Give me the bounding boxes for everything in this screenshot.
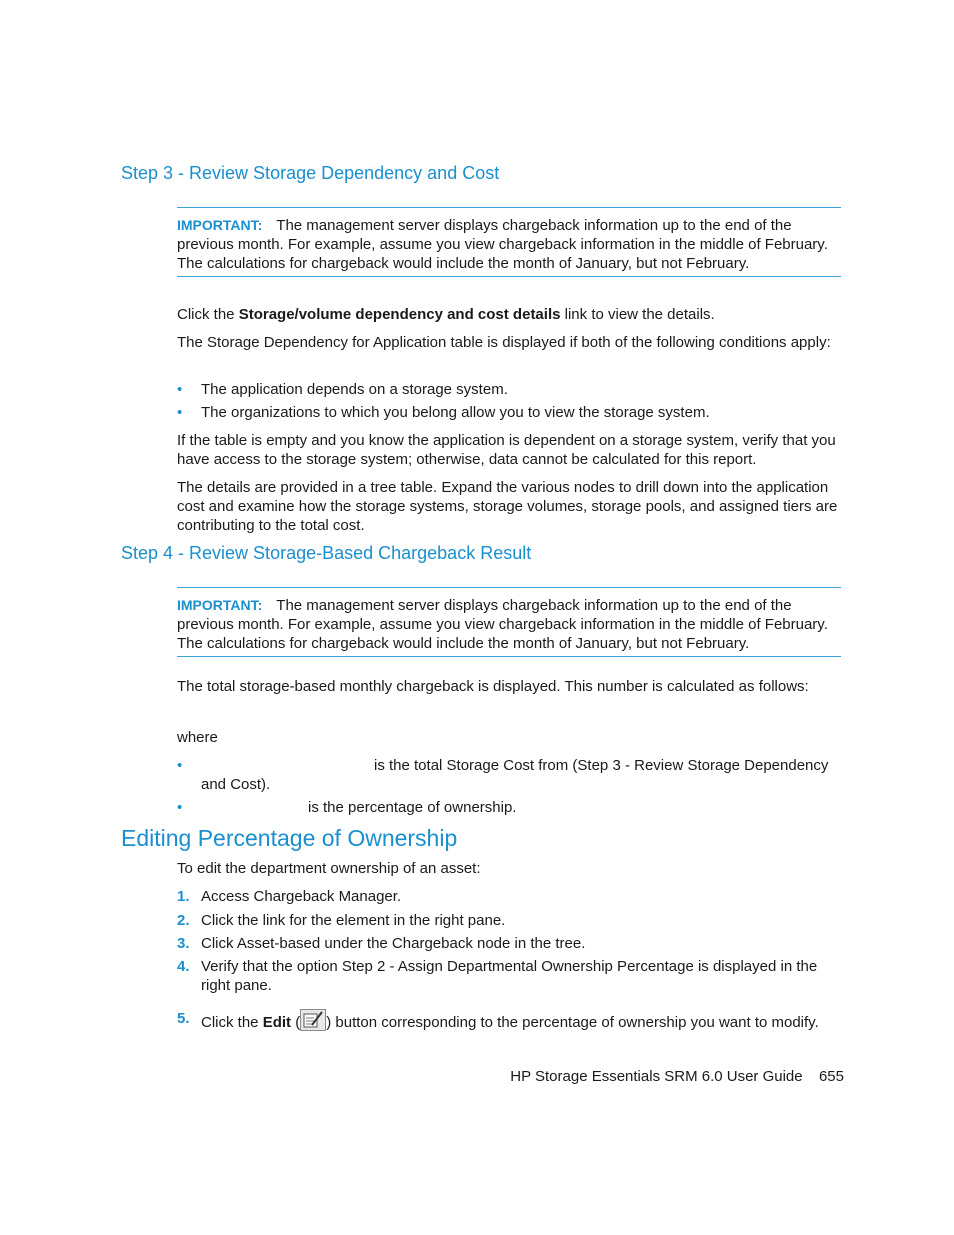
list-item-text: The application depends on a storage system. — [201, 381, 508, 398]
step-number: 5. — [177, 1010, 190, 1027]
total-chargeback-note: The total storage-based monthly chargeback is displayed. This number is calculated as follows: — [177, 678, 809, 695]
list-item — [177, 380, 841, 399]
step-item — [177, 934, 841, 953]
step-number: 3. — [177, 935, 190, 952]
important-label: IMPORTANT: — [177, 597, 263, 613]
list-item — [177, 798, 841, 817]
page-number: 655 — [818, 1068, 844, 1085]
list-item-text: The organizations to which you belong allow you to view the storage system. — [201, 404, 710, 421]
empty-table-note: If the table is empty and you know the application is dependent on a storage system, verify that you have access to the storage system; otherwise, data cannot be calculated for this report. — [177, 432, 836, 468]
important-label: IMPORTANT: — [177, 217, 263, 233]
step-text: Click the link for the element in the right pane. — [201, 912, 506, 929]
step-item — [177, 957, 841, 995]
editing-heading: Editing Percentage of Ownership — [121, 825, 458, 851]
step-item — [177, 911, 841, 930]
step-item — [177, 1009, 841, 1032]
bullet-icon: • — [177, 381, 183, 398]
step-text: Verify that the option Step 2 - Assign Departmental Ownership Percentage is displayed in the right pane. — [201, 958, 818, 994]
guide-title: HP Storage Essentials SRM 6.0 User Guide — [510, 1068, 803, 1085]
details-note: The details are provided in a tree table. Expand the various nodes to drill down into the application cost and examine how the storage systems, storage volumes, storage pools, and assigned tiers are contributing to the total cost. — [177, 479, 838, 534]
list-item-text: is the percentage of ownership. — [308, 799, 517, 816]
table-intro: The Storage Dependency for Application table is displayed if both of the following conditions apply: — [177, 334, 831, 351]
important-text: The management server displays chargeback information up to the end of the previous month. For example, assume you view chargeback information in the middle of February. The calculations for chargeback would include the month of January, but not February. — [177, 217, 828, 272]
step3-heading: Step 3 - Review Storage Dependency and Cost — [121, 163, 500, 183]
step-text: Click the Edit ( ) button corresponding to the percentage of ownership you want to modify. — [177, 1009, 841, 1032]
bullet-icon: • — [177, 404, 183, 421]
important-top-rule — [177, 207, 841, 208]
edit-icon — [300, 1009, 326, 1031]
step-number: 2. — [177, 912, 190, 929]
bullet-icon: • — [177, 799, 183, 816]
important-bottom-rule — [177, 276, 841, 277]
step-number: 4. — [177, 958, 190, 975]
editing-intro: To edit the department ownership of an asset: — [177, 860, 481, 877]
step-text: Click Asset-based under the Chargeback node in the tree. — [201, 935, 586, 952]
step-item — [177, 887, 841, 906]
bullet-icon: • — [177, 757, 183, 774]
step-number: 1. — [177, 888, 190, 905]
click-suffix: link to view the details. — [564, 306, 715, 323]
page-footer — [510, 1067, 844, 1086]
list-item-text: is the total Storage Cost from (Step 3 - Review Storage Dependency and Cost). — [201, 757, 829, 793]
list-item — [177, 403, 841, 422]
important-text: The management server displays chargeback information up to the end of the previous month. For example, assume you view chargeback information in the middle of February. The calculations for chargeback would include the month of January, but not February. — [177, 597, 828, 652]
click-details-paragraph — [177, 305, 841, 324]
where-label: where — [177, 729, 218, 746]
list-item — [177, 756, 841, 794]
important-note — [177, 596, 841, 653]
edit-label: Edit — [262, 1014, 292, 1031]
important-bottom-rule — [177, 656, 841, 657]
step-text: Access Chargeback Manager. — [201, 888, 402, 905]
step4-heading: Step 4 - Review Storage-Based Chargeback Result — [121, 543, 532, 563]
important-top-rule — [177, 587, 841, 588]
details-link-name: Storage/volume dependency and cost details — [238, 306, 561, 323]
important-note — [177, 216, 841, 273]
click-prefix: Click the — [177, 306, 235, 323]
